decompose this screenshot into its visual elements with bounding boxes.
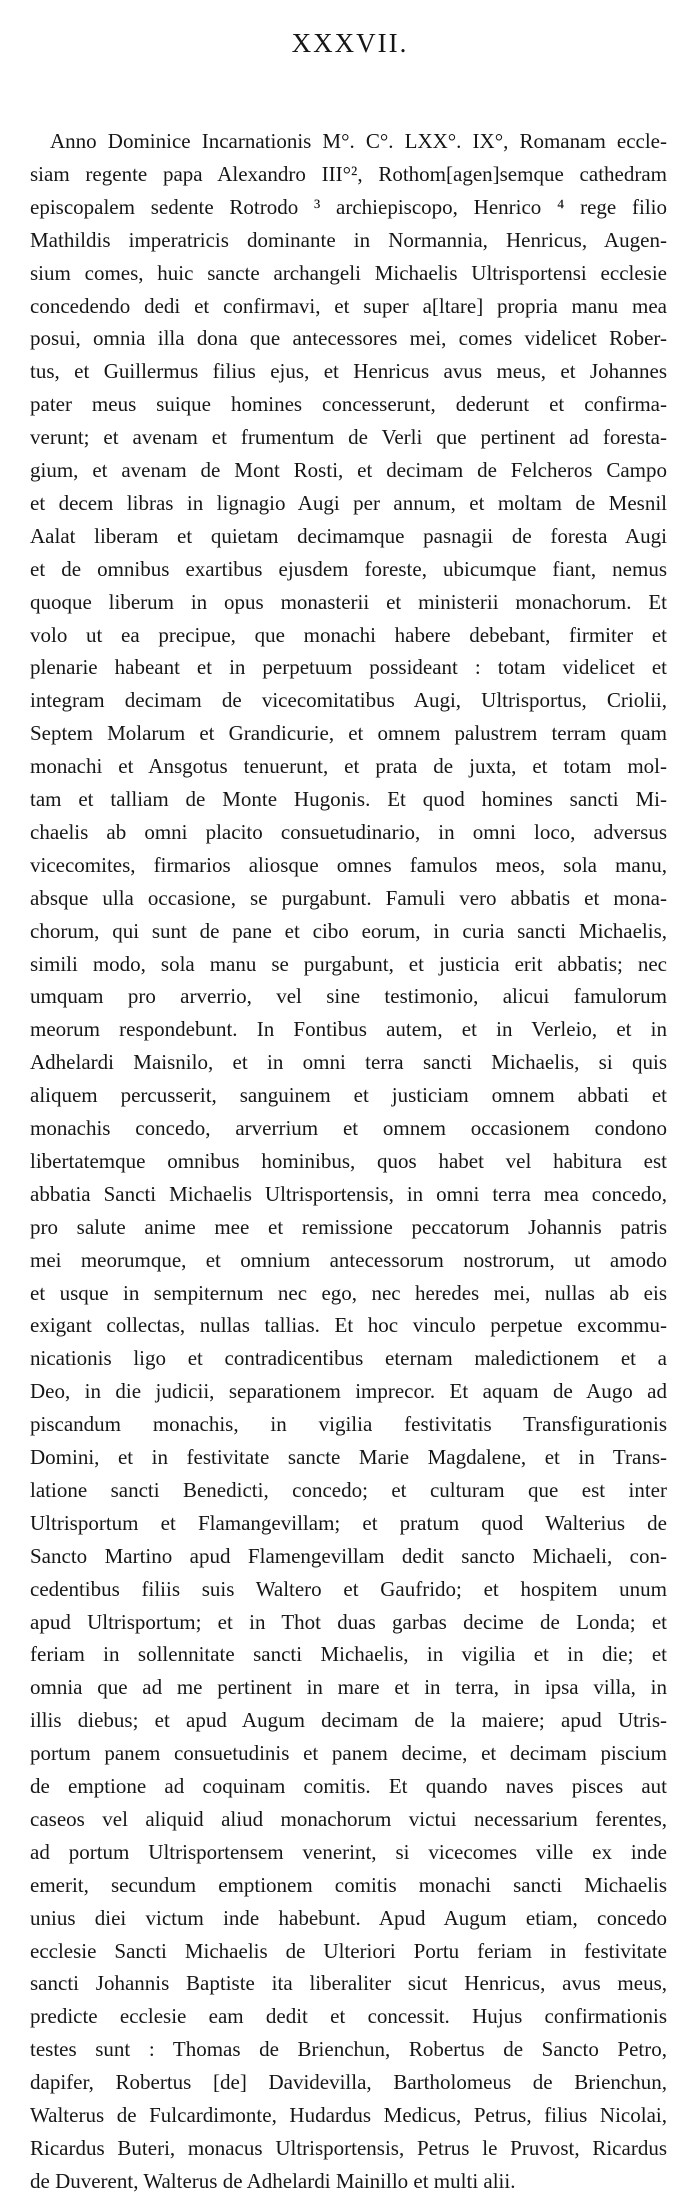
text-line: et de omnibus exartibus ejusdem foreste, ubicumque fiant, nemus [30,556,667,581]
text-line: de Duverent, Walterus de Adhelardi Mainillo et multi alii. [30,2168,516,2193]
text-line: meorum respondebunt. In Fontibus autem, et in Verleio, et in [30,1017,667,1042]
text-line: posui, omnia illa dona que antecessores mei, comes videlicet Rober- [30,326,667,351]
text-line: Walterus de Fulcardimonte, Hudardus Medicus, Petrus, filius Nicolai, [30,2103,667,2127]
text-line: chorum, qui sunt de pane et cibo eorum, in curia sancti Michaelis, [30,918,667,943]
text-line: testes sunt : Thomas de Brienchun, Robertus de Sancto Petro, [30,2037,667,2062]
text-line: unius diei victum inde habebunt. Apud Augum etiam, concedo [30,1905,667,1930]
text-line: plenarie habeant et in perpetuum possideant : totam videlicet et [30,655,667,680]
text-line: dapifer, Robertus [de] Davidevilla, Bartholomeus de Brienchun, [30,2070,667,2095]
text-line: libertatemque omnibus hominibus, quos habet vel habitura est [30,1148,667,1173]
text-line: Adhelardi Maisnilo, et in omni terra sancti Michaelis, si quis [30,1050,667,1075]
text-line: illis diebus; et apud Augum decimam de la maiere; apud Utris- [30,1708,667,1733]
text-line: Deo, in die judicii, separationem imprecor. Et aquam de Augo ad [30,1379,667,1404]
text-line: absque ulla occasione, se purgabunt. Famuli vero abbatis et mona- [30,885,667,910]
text-line: tus, et Guillermus filius ejus, et Henricus avus meus, et Johannes [30,359,667,384]
text-line: portum panem consuetudinis et panem decime, et decimam piscium [30,1741,667,1766]
text-line: vicecomites, firmarios aliosque omnes famulos meos, sola manu, [30,852,667,877]
text-line: tam et talliam de Monte Hugonis. Et quod homines sancti Mi- [30,787,667,811]
text-line: et usque in sempiternum nec ego, nec heredes mei, nullas ab eis [30,1280,667,1305]
text-line: latione sancti Benedicti, concedo; et culturam que est inter [30,1477,667,1502]
charter-number-heading: XXXVII. [291,28,409,58]
text-line: emerit, secundum emptionem comitis monachi sancti Michaelis [30,1872,667,1897]
text-line: abbatia Sancti Michaelis Ultrisportensis, in omni terra mea concedo, [30,1181,667,1206]
text-line: nicationis ligo et contradicentibus eternam maledictionem et a [30,1346,667,1371]
text-line: Ricardus Buteri, monacus Ultrisportensis, Petrus le Pruvost, Ricardus [30,2135,667,2160]
text-line: ecclesie Sancti Michaelis de Ulteriori Portu feriam in festivitate [30,1938,667,1963]
text-line: pater meus suique homines concesserunt, dederunt et confirma- [30,392,667,417]
text-line: umquam pro arverrio, vel sine testimonio, alicui famulorum [30,984,667,1009]
text-line: de emptione ad coquinam comitis. Et quando naves pisces aut [30,1774,667,1798]
text-line: Domini, et in festivitate sancte Marie Magdalene, et in Trans- [30,1445,667,1469]
text-line: omnia que ad me pertinent in mare et in terra, in ipsa villa, in [30,1675,667,1700]
text-line: et decem libras in lignagio Augi per annum, et moltam de Mesnil [30,490,667,515]
text-line: sancti Johannis Baptiste ita liberaliter sicut Henricus, avus meus, [30,1971,667,1996]
text-line: simili modo, sola manu se purgabunt, et justicia erit abbatis; nec [30,951,667,976]
text-line: pro salute anime mee et remissione peccatorum Johannis patris [30,1214,667,1239]
text-line: monachis concedo, arverrium et omnem occasionem condono [30,1116,667,1140]
text-line: sium comes, huic sancte archangeli Michaelis Ultrisportensi ecclesie [30,260,667,285]
text-line: Ultrisportum et Flamangevillam; et pratum quod Walterius de [30,1510,667,1535]
text-line: caseos vel aliquid aliud monachorum victui necessarium ferentes, [30,1806,667,1831]
text-line: Sancto Martino apud Flamengevillam dedit sancto Michaeli, con- [30,1543,667,1568]
text-line: Aalat liberam et quietam decimamque pasnagii de foresta Augi [30,523,667,548]
text-line: cedentibus filiis suis Waltero et Gaufrido; et hospitem unum [30,1576,667,1601]
text-line: apud Ultrisportum; et in Thot duas garbas decime de Londa; et [30,1609,667,1634]
text-line: Anno Dominice Incarnationis M°. C°. LXX°. IX°, Romanam eccle- [50,129,667,153]
text-line: integram decimam de vicecomitatibus Augi, Ultrisportus, Criolii, [30,688,667,713]
text-line: gium, et avenam de Mont Rosti, et decimam de Felcheros Campo [30,458,667,482]
text-line: feriam in sollennitate sancti Michaelis, in vigilia et in die; et [30,1642,667,1667]
text-line: quoque liberum in opus monasterii et ministerii monachorum. Et [30,589,667,614]
text-line: predicte ecclesie eam dedit et concessit. Hujus confirmationis [30,2004,667,2029]
text-line: ad portum Ultrisportensem venerint, si vicecomes ville ex inde [30,1839,667,1864]
text-line: Mathildis imperatricis dominante in Normannia, Henricus, Augen- [30,227,667,252]
text-line: mei meorumque, et omnium antecessorum nostrorum, ut amodo [30,1247,667,1272]
text-line: Septem Molarum et Grandicurie, et omnem palustrem terram quam [30,721,667,746]
text-line: exigant collectas, nullas tallias. Et hoc vinculo perpetue excommu- [30,1313,667,1338]
text-line: episcopalem sedente Rotrodo ³ archiepiscopo, Henrico ⁴ rege filio [30,194,667,219]
text-line: aliquem percusserit, sanguinem et justiciam omnem abbati et [30,1083,667,1108]
text-line: chaelis ab omni placito consuetudinario, in omni loco, adversus [30,819,667,844]
text-line: verunt; et avenam et frumentum de Verli que pertinent ad foresta- [30,425,667,450]
text-line: piscandum monachis, in vigilia festivitatis Transfigurationis [30,1412,667,1437]
text-line: concedendo dedi et confirmavi, et super a[ltare] propria manu mea [30,293,667,318]
text-line: volo ut ea precipue, que monachi habere debebant, firmiter et [30,622,667,647]
text-line: siam regente papa Alexandro III°², Rothom[agen]semque cathedram [30,161,667,186]
text-line: monachi et Ansgotus tenuerunt, et prata de juxta, et totam mol- [30,754,667,779]
